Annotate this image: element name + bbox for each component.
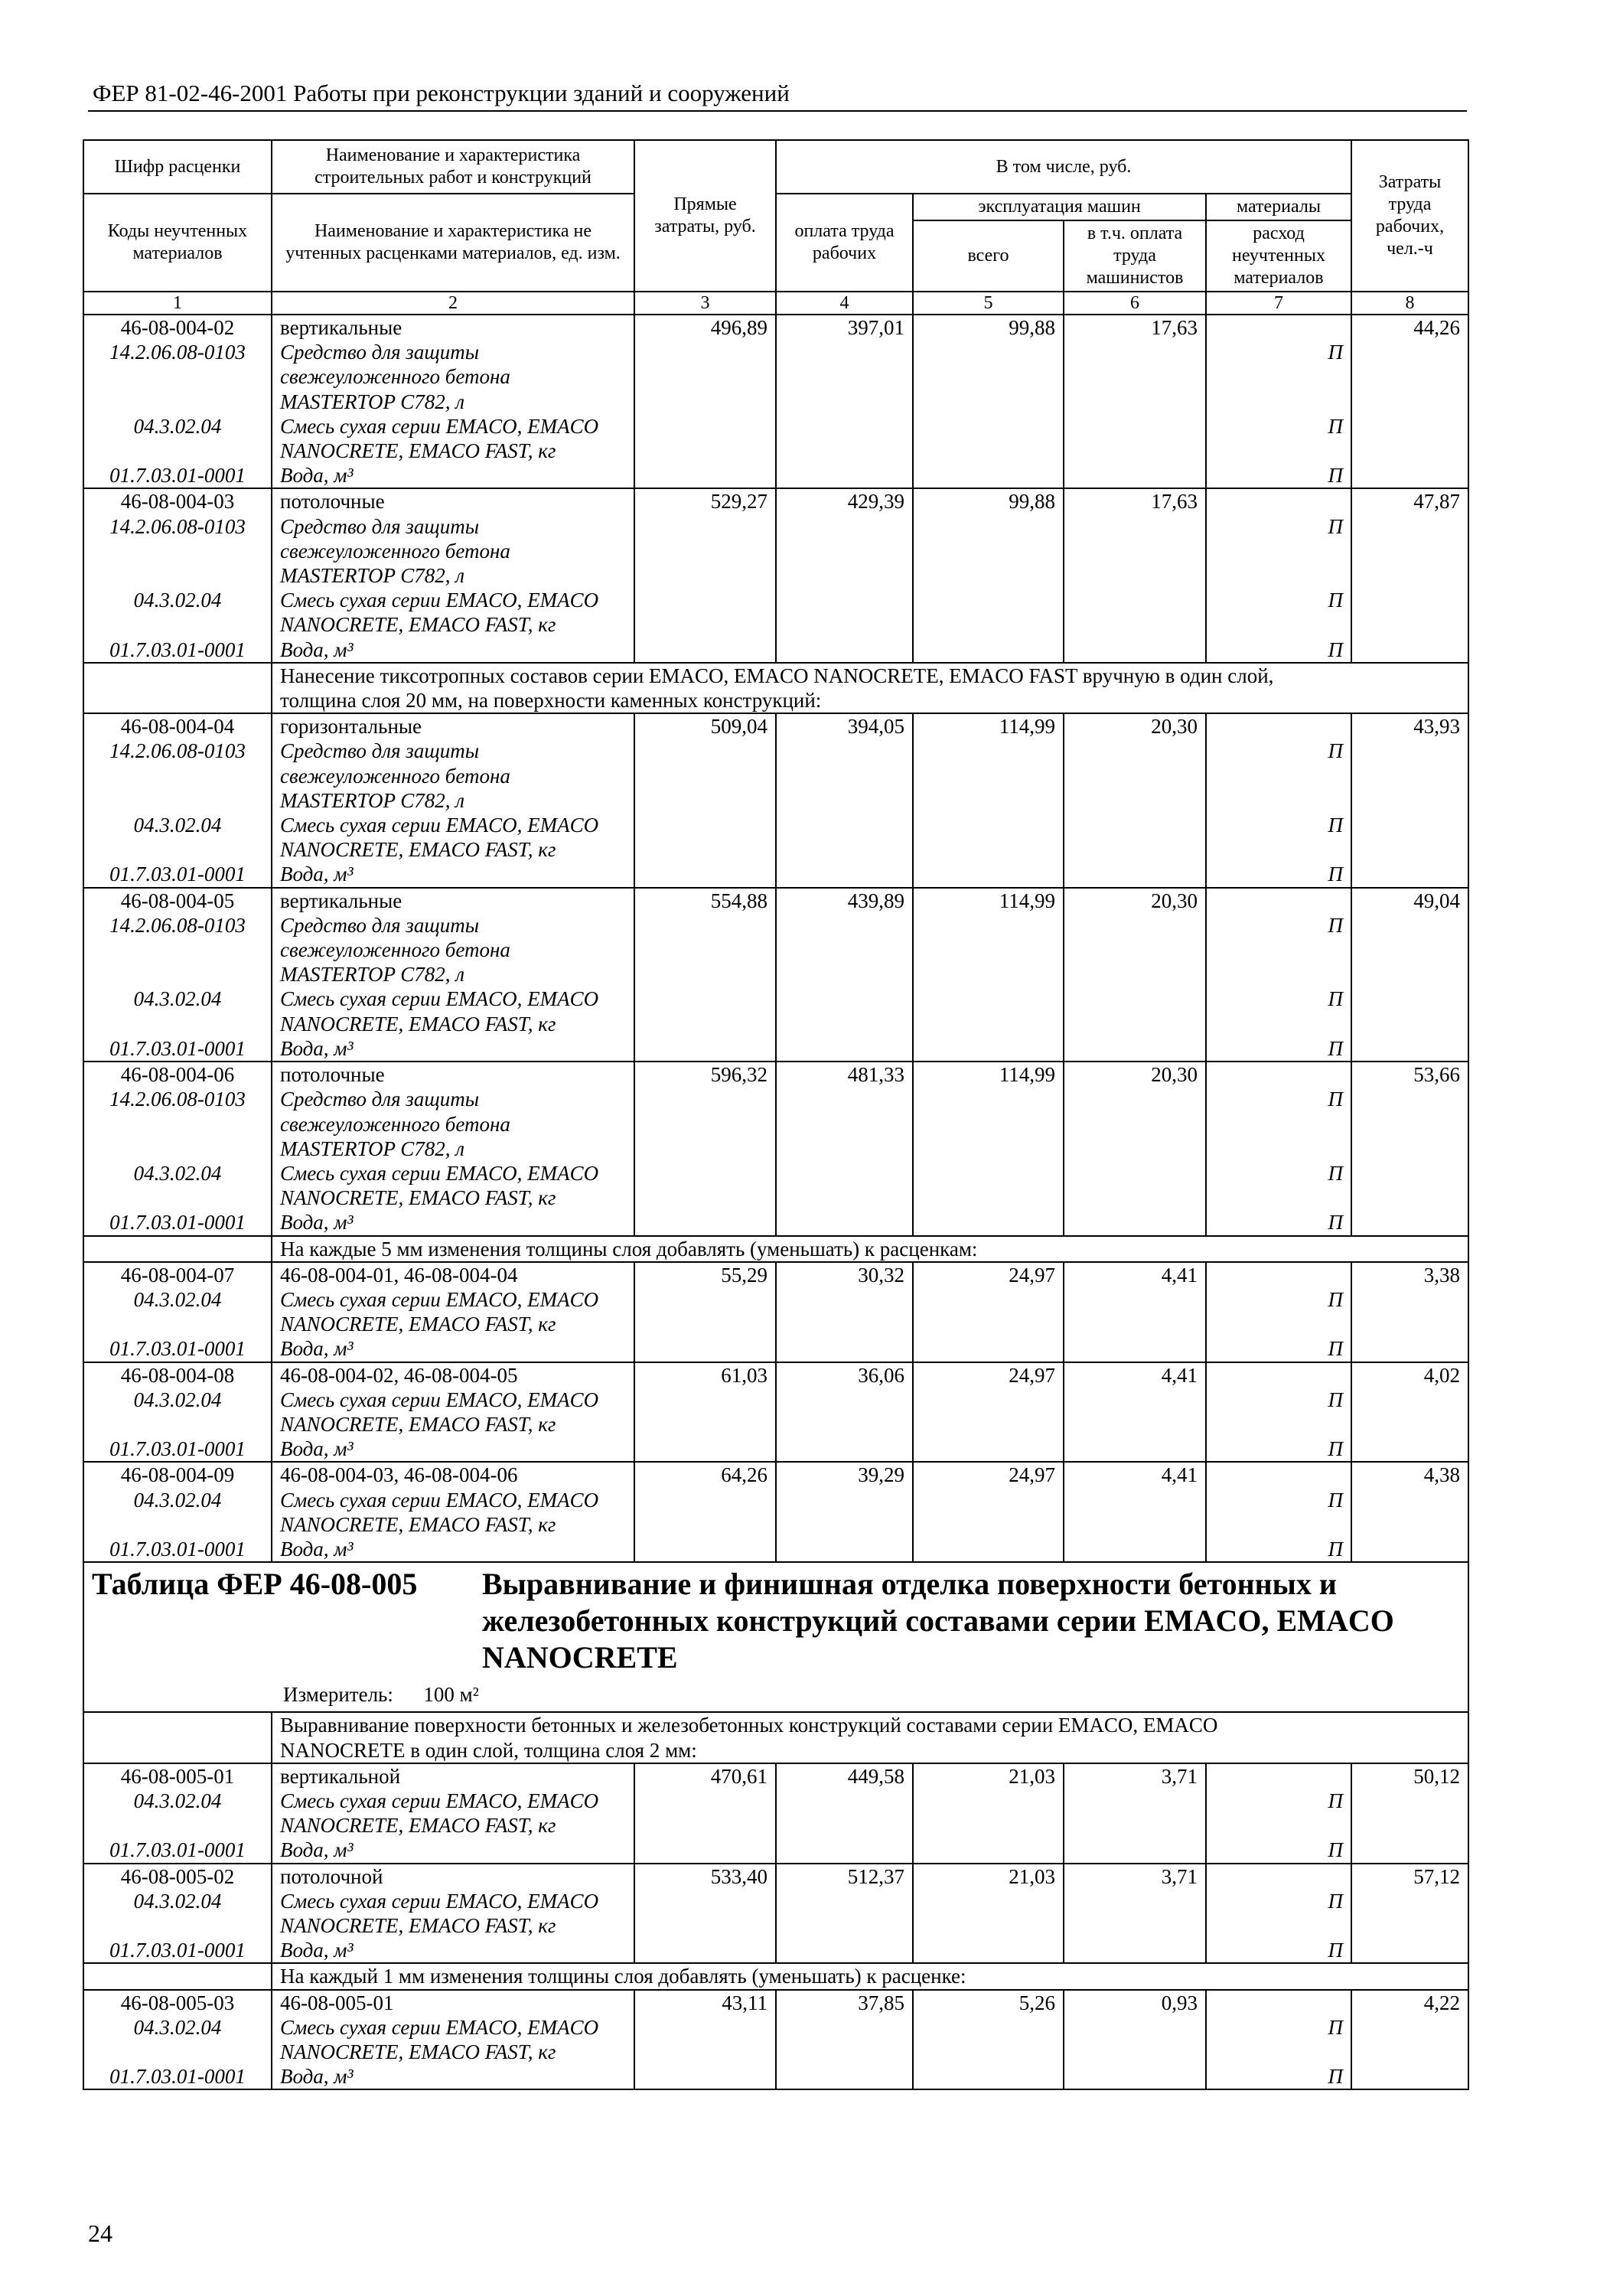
col-num: 6 bbox=[1064, 292, 1206, 315]
head-labor: Затраты труда рабочих, чел.-ч bbox=[1351, 140, 1468, 292]
machinist-cost: 4,41 bbox=[1064, 1462, 1206, 1487]
material-code: 01.7.03.01-0001 bbox=[83, 638, 272, 663]
material-code: 01.7.03.01-0001 bbox=[83, 2064, 272, 2089]
col-num: 2 bbox=[272, 292, 634, 315]
material-name-line: NANOCRETE, EMACO FAST, кг bbox=[280, 613, 556, 637]
material-row bbox=[83, 1036, 1468, 1062]
wage-cost: 39,29 bbox=[776, 1462, 913, 1487]
head-wage: оплата труда рабочих bbox=[776, 194, 913, 292]
usage-mark: П bbox=[1206, 1488, 1351, 1537]
usage-mark: П bbox=[1206, 1437, 1351, 1462]
material-name bbox=[272, 2015, 634, 2064]
col-num: 8 bbox=[1351, 292, 1468, 315]
material-name bbox=[272, 1388, 634, 1437]
material-name-line: MASTERTOP C782, л bbox=[280, 1137, 465, 1160]
wage-cost: 30,32 bbox=[776, 1262, 913, 1287]
section-note bbox=[272, 1712, 1468, 1763]
labor-cost: 3,38 bbox=[1351, 1262, 1468, 1287]
material-name-line: MASTERTOP C782, л bbox=[280, 390, 465, 413]
material-row bbox=[83, 340, 1468, 414]
material-name-line: NANOCRETE, EMACO FAST, кг bbox=[280, 1313, 556, 1336]
material-code: 14.2.06.08-0103 bbox=[83, 1087, 272, 1161]
head-code: Шифр расценки bbox=[83, 140, 272, 194]
material-name-line: NANOCRETE, EMACO FAST, кг bbox=[280, 1186, 556, 1210]
material-code: 04.3.02.04 bbox=[83, 588, 272, 637]
material-row bbox=[83, 414, 1468, 463]
material-code: 01.7.03.01-0001 bbox=[83, 463, 272, 488]
material-row bbox=[83, 638, 1468, 663]
measure-line bbox=[92, 1676, 1460, 1711]
rate-name: 46-08-004-03, 46-08-004-06 bbox=[272, 1462, 634, 1487]
head-including: В том числе, руб. bbox=[776, 140, 1351, 194]
section-note-row bbox=[83, 1712, 1468, 1763]
rate-code: 46-08-005-03 bbox=[83, 1990, 272, 2015]
machine-cost: 21,03 bbox=[913, 1864, 1064, 1889]
usage-mark: П bbox=[1206, 2015, 1351, 2064]
material-row bbox=[83, 1087, 1468, 1161]
material-name: Вода, м³ bbox=[272, 2064, 634, 2089]
material-row bbox=[83, 514, 1468, 589]
labor-cost: 43,93 bbox=[1351, 713, 1468, 739]
material-name-line: свежеуложенного бетона bbox=[280, 365, 510, 389]
material-code: 01.7.03.01-0001 bbox=[83, 1938, 272, 1963]
table-row bbox=[83, 1062, 1468, 1087]
labor-cost: 4,38 bbox=[1351, 1462, 1468, 1487]
material-code: 14.2.06.08-0103 bbox=[83, 913, 272, 987]
material-code: 04.3.02.04 bbox=[83, 1789, 272, 1838]
material-name bbox=[272, 1087, 634, 1161]
material-name-line: Смесь сухая серии EMACO, EMACO bbox=[280, 1161, 599, 1185]
measure-value: 100 м² bbox=[423, 1683, 479, 1707]
material-name-line: NANOCRETE, EMACO FAST, кг bbox=[280, 439, 556, 463]
rate-name: потолочной bbox=[272, 1864, 634, 1889]
material-name-line: NANOCRETE, EMACO FAST, кг bbox=[280, 1814, 556, 1838]
rate-name: вертикальные bbox=[272, 315, 634, 340]
section-note: На каждый 1 мм изменения толщины слоя добавлять (уменьшать) к расценке: bbox=[272, 1963, 1468, 1989]
usage-mark: П bbox=[1206, 588, 1351, 637]
material-row bbox=[83, 1161, 1468, 1210]
head-mat-usage: расход неучтенных материалов bbox=[1206, 220, 1351, 292]
machine-cost: 5,26 bbox=[913, 1990, 1064, 2015]
material-name-line: Смесь сухая серии EMACO, EMACO bbox=[280, 1488, 599, 1512]
note-line: Нанесение тиксотропных составов серии EMACO, EMACO NANOCRETE, EMACO FAST вручную в один слой, bbox=[280, 664, 1274, 687]
rate-code: 46-08-004-07 bbox=[83, 1262, 272, 1287]
machine-cost: 114,99 bbox=[913, 713, 1064, 739]
labor-cost: 47,87 bbox=[1351, 488, 1468, 514]
table-row bbox=[83, 713, 1468, 739]
rate-code: 46-08-004-02 bbox=[83, 315, 272, 340]
material-code: 04.3.02.04 bbox=[83, 1388, 272, 1437]
machinist-cost: 0,93 bbox=[1064, 1990, 1206, 2015]
labor-cost: 4,22 bbox=[1351, 1990, 1468, 2015]
material-name-line: Средство для защиты bbox=[280, 913, 480, 937]
table-title-row bbox=[83, 1562, 1468, 1712]
direct-cost: 554,88 bbox=[634, 888, 776, 913]
material-row bbox=[83, 1838, 1468, 1863]
material-name-line: Смесь сухая серии EMACO, EMACO bbox=[280, 1388, 599, 1411]
machine-cost: 99,88 bbox=[913, 315, 1064, 340]
machinist-cost: 17,63 bbox=[1064, 315, 1206, 340]
machine-cost: 114,99 bbox=[913, 888, 1064, 913]
material-name-line: свежеуложенного бетона bbox=[280, 539, 510, 563]
rate-name: 46-08-004-01, 46-08-004-04 bbox=[272, 1262, 634, 1287]
table-row bbox=[83, 1990, 1468, 2015]
table-row bbox=[83, 1462, 1468, 1487]
table-header-row bbox=[83, 194, 1468, 220]
direct-cost: 470,61 bbox=[634, 1763, 776, 1789]
section-note-row bbox=[83, 1963, 1468, 1989]
material-name-line: свежеуложенного бетона bbox=[280, 764, 510, 788]
material-row bbox=[83, 1287, 1468, 1336]
material-name-line: NANOCRETE, EMACO FAST, кг bbox=[280, 1512, 556, 1536]
rate-code: 46-08-004-05 bbox=[83, 888, 272, 913]
material-name bbox=[272, 588, 634, 637]
usage-mark: П bbox=[1206, 1537, 1351, 1562]
material-name bbox=[272, 913, 634, 987]
rate-name: вертикальной bbox=[272, 1763, 634, 1789]
page-number: 24 bbox=[88, 2219, 112, 2247]
material-name: Вода, м³ bbox=[272, 1336, 634, 1362]
head-mat-codes: Коды неучтенных материалов bbox=[83, 194, 272, 292]
material-row bbox=[83, 813, 1468, 862]
material-name: Вода, м³ bbox=[272, 862, 634, 887]
machinist-cost: 3,71 bbox=[1064, 1763, 1206, 1789]
machine-cost: 24,97 bbox=[913, 1262, 1064, 1287]
material-code: 01.7.03.01-0001 bbox=[83, 1838, 272, 1863]
direct-cost: 596,32 bbox=[634, 1062, 776, 1087]
head-machinist: в т.ч. оплата труда машинистов bbox=[1064, 220, 1206, 292]
table-row bbox=[83, 315, 1468, 340]
material-code: 01.7.03.01-0001 bbox=[83, 1336, 272, 1362]
wage-cost: 394,05 bbox=[776, 713, 913, 739]
material-row bbox=[83, 2064, 1468, 2089]
head-mat-names: Наименование и характеристика не учтенных расценками материалов, ед. изм. bbox=[272, 194, 634, 292]
material-row bbox=[83, 1537, 1468, 1562]
rate-name: 46-08-004-02, 46-08-004-05 bbox=[272, 1362, 634, 1388]
material-code: 01.7.03.01-0001 bbox=[83, 1210, 272, 1235]
table-header-row bbox=[83, 140, 1468, 194]
material-name: Вода, м³ bbox=[272, 638, 634, 663]
material-code: 14.2.06.08-0103 bbox=[83, 340, 272, 414]
material-code: 04.3.02.04 bbox=[83, 1161, 272, 1210]
material-row bbox=[83, 463, 1468, 488]
table-row bbox=[83, 888, 1468, 913]
col-num: 1 bbox=[83, 292, 272, 315]
usage-mark: П bbox=[1206, 638, 1351, 663]
rate-name: 46-08-005-01 bbox=[272, 1990, 634, 2015]
material-row bbox=[83, 1938, 1468, 1963]
usage-mark: П bbox=[1206, 1210, 1351, 1235]
material-row bbox=[83, 1336, 1468, 1362]
table-number: Таблица ФЕР 46-08-005 bbox=[92, 1567, 418, 1602]
section-note-row bbox=[83, 663, 1468, 713]
usage-mark: П bbox=[1206, 1161, 1351, 1210]
material-row bbox=[83, 588, 1468, 637]
wage-cost: 37,85 bbox=[776, 1990, 913, 2015]
material-name bbox=[272, 1161, 634, 1210]
machinist-cost: 3,71 bbox=[1064, 1864, 1206, 1889]
usage-mark: П bbox=[1206, 340, 1351, 414]
machinist-cost: 4,41 bbox=[1064, 1262, 1206, 1287]
machinist-cost: 20,30 bbox=[1064, 888, 1206, 913]
material-code: 04.3.02.04 bbox=[83, 1287, 272, 1336]
material-name-line: свежеуложенного бетона bbox=[280, 938, 510, 962]
wage-cost: 512,37 bbox=[776, 1864, 913, 1889]
material-name bbox=[272, 1488, 634, 1537]
usage-mark: П bbox=[1206, 1087, 1351, 1161]
head-materials: материалы bbox=[1206, 194, 1351, 220]
direct-cost: 496,89 bbox=[634, 315, 776, 340]
labor-cost: 4,02 bbox=[1351, 1362, 1468, 1388]
material-name-line: Смесь сухая серии EMACO, EMACO bbox=[280, 1287, 599, 1311]
labor-cost: 57,12 bbox=[1351, 1864, 1468, 1889]
material-code: 04.3.02.04 bbox=[83, 813, 272, 862]
material-name-line: Смесь сухая серии EMACO, EMACO bbox=[280, 414, 599, 438]
machine-cost: 21,03 bbox=[913, 1763, 1064, 1789]
labor-cost: 44,26 bbox=[1351, 315, 1468, 340]
usage-mark: П bbox=[1206, 739, 1351, 813]
machine-cost: 24,97 bbox=[913, 1462, 1064, 1487]
material-name bbox=[272, 340, 634, 414]
material-name: Вода, м³ bbox=[272, 1938, 634, 1963]
wage-cost: 36,06 bbox=[776, 1362, 913, 1388]
direct-cost: 61,03 bbox=[634, 1362, 776, 1388]
head-name: Наименование и характеристика строительных работ и конструкций bbox=[272, 140, 634, 194]
material-name: Вода, м³ bbox=[272, 1838, 634, 1863]
material-code: 01.7.03.01-0001 bbox=[83, 862, 272, 887]
table-row bbox=[83, 1362, 1468, 1388]
machine-cost: 99,88 bbox=[913, 488, 1064, 514]
usage-mark: П bbox=[1206, 1036, 1351, 1062]
material-name-line: NANOCRETE, EMACO FAST, кг bbox=[280, 1913, 556, 1937]
material-name bbox=[272, 1889, 634, 1938]
material-name bbox=[272, 739, 634, 813]
material-name-line: NANOCRETE, EMACO FAST, кг bbox=[280, 2040, 556, 2063]
direct-cost: 529,27 bbox=[634, 488, 776, 514]
material-name-line: свежеуложенного бетона bbox=[280, 1112, 510, 1136]
rate-code: 46-08-004-03 bbox=[83, 488, 272, 514]
machinist-cost: 20,30 bbox=[1064, 1062, 1206, 1087]
material-code: 04.3.02.04 bbox=[83, 987, 272, 1035]
material-name bbox=[272, 414, 634, 463]
column-numbers-row bbox=[83, 292, 1468, 315]
material-name: Вода, м³ bbox=[272, 1437, 634, 1462]
wage-cost: 481,33 bbox=[776, 1062, 913, 1087]
material-row bbox=[83, 1488, 1468, 1537]
material-row bbox=[83, 1210, 1468, 1235]
labor-cost: 50,12 bbox=[1351, 1763, 1468, 1789]
wage-cost: 429,39 bbox=[776, 488, 913, 514]
usage-mark: П bbox=[1206, 913, 1351, 987]
material-code: 04.3.02.04 bbox=[83, 2015, 272, 2064]
usage-mark: П bbox=[1206, 813, 1351, 862]
table-row bbox=[83, 488, 1468, 514]
material-row bbox=[83, 2015, 1468, 2064]
usage-mark: П bbox=[1206, 514, 1351, 589]
usage-mark: П bbox=[1206, 1388, 1351, 1437]
material-name-line: MASTERTOP C782, л bbox=[280, 564, 465, 588]
usage-mark: П bbox=[1206, 414, 1351, 463]
usage-mark: П bbox=[1206, 1287, 1351, 1336]
material-name-line: Средство для защиты bbox=[280, 739, 480, 763]
machine-cost: 114,99 bbox=[913, 1062, 1064, 1087]
material-row bbox=[83, 1889, 1468, 1938]
material-name-line: MASTERTOP C782, л bbox=[280, 963, 465, 987]
rate-code: 46-08-005-02 bbox=[83, 1864, 272, 1889]
material-name-line: Смесь сухая серии EMACO, EMACO bbox=[280, 1789, 599, 1812]
table-heading: Выравнивание и финишная отделка поверхности бетонных и железобетонных конструкций составами серии EMACO, EMACO NANOCRETE bbox=[482, 1567, 1394, 1675]
table-row bbox=[83, 1763, 1468, 1789]
col-num: 4 bbox=[776, 292, 913, 315]
material-name bbox=[272, 514, 634, 589]
head-direct: Прямые затраты, руб. bbox=[634, 140, 776, 292]
rate-name: потолочные bbox=[272, 488, 634, 514]
head-total: всего bbox=[913, 220, 1064, 292]
labor-cost: 53,66 bbox=[1351, 1062, 1468, 1087]
measure-label: Измеритель: bbox=[283, 1683, 393, 1707]
material-name-line: NANOCRETE, EMACO FAST, кг bbox=[280, 1412, 556, 1436]
section-note: На каждые 5 мм изменения толщины слоя добавлять (уменьшать) к расценкам: bbox=[272, 1236, 1468, 1262]
material-name-line: Смесь сухая серии EMACO, EMACO bbox=[280, 1889, 599, 1913]
rate-code: 46-08-004-08 bbox=[83, 1362, 272, 1388]
material-name-line: MASTERTOP C782, л bbox=[280, 788, 465, 812]
material-name bbox=[272, 813, 634, 862]
machinist-cost: 20,30 bbox=[1064, 713, 1206, 739]
material-name-line: NANOCRETE, EMACO FAST, кг bbox=[280, 1012, 556, 1035]
rate-code: 46-08-005-01 bbox=[83, 1763, 272, 1789]
material-row bbox=[83, 739, 1468, 813]
wage-cost: 397,01 bbox=[776, 315, 913, 340]
section-note bbox=[272, 663, 1468, 713]
col-num: 3 bbox=[634, 292, 776, 315]
direct-cost: 43,11 bbox=[634, 1990, 776, 2015]
usage-mark: П bbox=[1206, 862, 1351, 887]
page-header bbox=[88, 75, 1467, 112]
material-name bbox=[272, 1287, 634, 1336]
material-code: 14.2.06.08-0103 bbox=[83, 739, 272, 813]
rate-name: вертикальные bbox=[272, 888, 634, 913]
material-name: Вода, м³ bbox=[272, 1210, 634, 1235]
wage-cost: 449,58 bbox=[776, 1763, 913, 1789]
material-row bbox=[83, 1437, 1468, 1462]
col-num: 5 bbox=[913, 292, 1064, 315]
labor-cost: 49,04 bbox=[1351, 888, 1468, 913]
material-name: Вода, м³ bbox=[272, 1036, 634, 1062]
material-name bbox=[272, 1789, 634, 1838]
usage-mark: П bbox=[1206, 1838, 1351, 1863]
material-name-line: Средство для защиты bbox=[280, 341, 480, 364]
material-code: 04.3.02.04 bbox=[83, 1889, 272, 1938]
material-code: 01.7.03.01-0001 bbox=[83, 1437, 272, 1462]
header-title: ФЕР 81-02-46-2001 Работы при реконструкции зданий и сооружений bbox=[93, 80, 790, 106]
material-name-line: NANOCRETE, EMACO FAST, кг bbox=[280, 838, 556, 862]
usage-mark: П bbox=[1206, 987, 1351, 1035]
material-name-line: Смесь сухая серии EMACO, EMACO bbox=[280, 814, 599, 837]
usage-mark: П bbox=[1206, 1336, 1351, 1362]
machinist-cost: 17,63 bbox=[1064, 488, 1206, 514]
material-row bbox=[83, 913, 1468, 987]
rate-code: 46-08-004-06 bbox=[83, 1062, 272, 1087]
material-name: Вода, м³ bbox=[272, 1537, 634, 1562]
material-code: 14.2.06.08-0103 bbox=[83, 514, 272, 589]
material-name bbox=[272, 987, 634, 1035]
material-code: 04.3.02.04 bbox=[83, 1488, 272, 1537]
material-code: 04.3.02.04 bbox=[83, 414, 272, 463]
head-machine: эксплуатация машин bbox=[913, 194, 1206, 220]
direct-cost: 55,29 bbox=[634, 1262, 776, 1287]
usage-mark: П bbox=[1206, 1938, 1351, 1963]
material-row bbox=[83, 862, 1468, 887]
table-row bbox=[83, 1864, 1468, 1889]
material-name-line: Средство для защиты bbox=[280, 514, 480, 538]
price-table bbox=[83, 139, 1469, 2090]
machine-cost: 24,97 bbox=[913, 1362, 1064, 1388]
col-num: 7 bbox=[1206, 292, 1351, 315]
usage-mark: П bbox=[1206, 2064, 1351, 2089]
usage-mark: П bbox=[1206, 463, 1351, 488]
wage-cost: 439,89 bbox=[776, 888, 913, 913]
rate-code: 46-08-004-09 bbox=[83, 1462, 272, 1487]
note-line: NANOCRETE в один слой, толщина слоя 2 мм: bbox=[280, 1738, 697, 1762]
material-name: Вода, м³ bbox=[272, 463, 634, 488]
usage-mark: П bbox=[1206, 1789, 1351, 1838]
direct-cost: 509,04 bbox=[634, 713, 776, 739]
table-row bbox=[83, 1262, 1468, 1287]
rate-name: горизонтальные bbox=[272, 713, 634, 739]
material-code: 01.7.03.01-0001 bbox=[83, 1537, 272, 1562]
material-name-line: Смесь сухая серии EMACO, EMACO bbox=[280, 987, 599, 1011]
material-code: 01.7.03.01-0001 bbox=[83, 1036, 272, 1062]
note-line: Выравнивание поверхности бетонных и железобетонных конструкций составами серии EMACO, EMACO bbox=[280, 1714, 1218, 1737]
direct-cost: 533,40 bbox=[634, 1864, 776, 1889]
machinist-cost: 4,41 bbox=[1064, 1362, 1206, 1388]
material-row bbox=[83, 1789, 1468, 1838]
material-row bbox=[83, 987, 1468, 1035]
material-name-line: Смесь сухая серии EMACO, EMACO bbox=[280, 2015, 599, 2039]
material-name-line: Средство для защиты bbox=[280, 1088, 480, 1111]
usage-mark: П bbox=[1206, 1889, 1351, 1938]
note-line: толщина слоя 20 мм, на поверхности каменных конструкций: bbox=[280, 689, 822, 713]
direct-cost: 64,26 bbox=[634, 1462, 776, 1487]
rate-name: потолочные bbox=[272, 1062, 634, 1087]
table-title bbox=[92, 1563, 1460, 1676]
rate-code: 46-08-004-04 bbox=[83, 713, 272, 739]
material-row bbox=[83, 1388, 1468, 1437]
section-note-row bbox=[83, 1236, 1468, 1262]
material-name-line: Смесь сухая серии EMACO, EMACO bbox=[280, 589, 599, 612]
